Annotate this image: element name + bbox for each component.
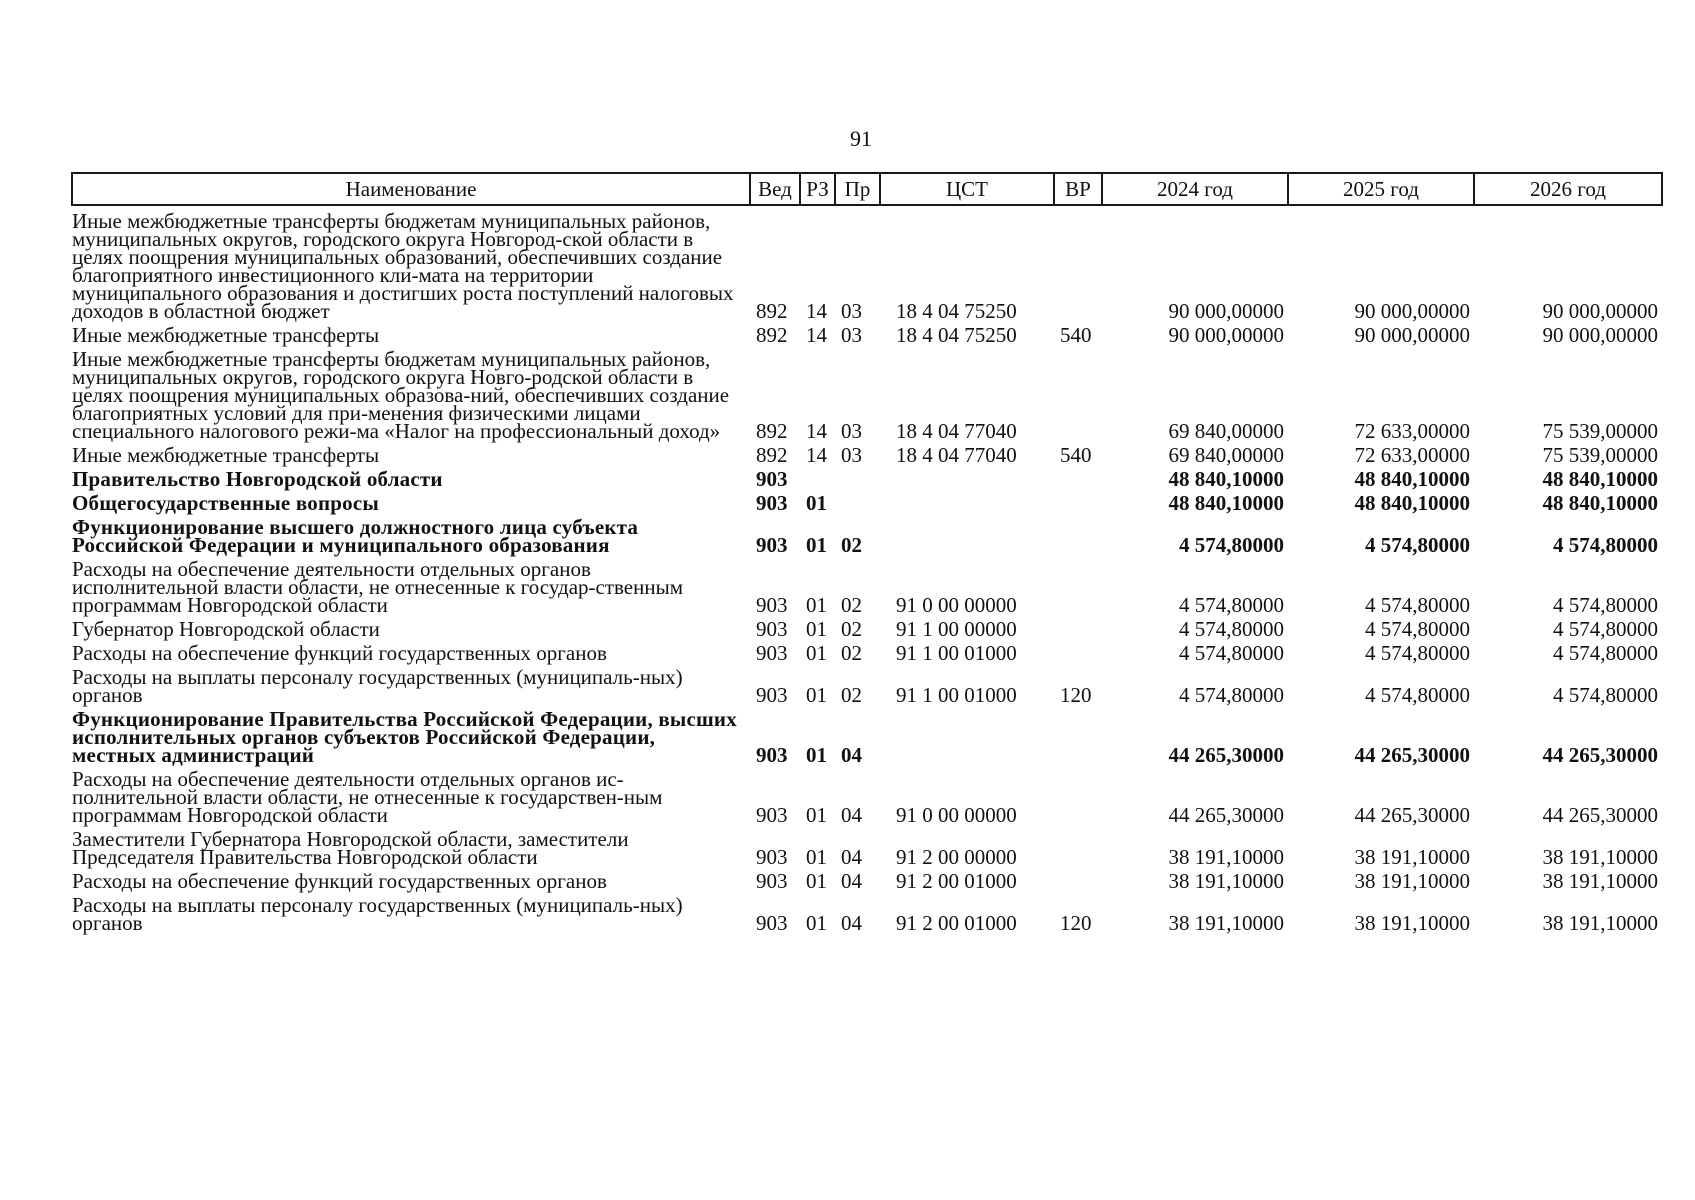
cell-2026: 4 574,80000 (1553, 593, 1658, 617)
cell-pr: 04 (841, 803, 862, 827)
cell-2026: 48 840,10000 (1542, 491, 1658, 515)
cell-ved: 903 (756, 803, 788, 827)
cell-2026: 75 539,00000 (1542, 419, 1658, 443)
cell-vr (1054, 557, 1102, 617)
cell-cst: 91 1 00 01000 (896, 683, 1017, 707)
table-row (72, 323, 1662, 347)
cell-pr: 03 (841, 299, 862, 323)
cell-ved: 903 (756, 683, 788, 707)
cell-2024: 4 574,80000 (1179, 641, 1284, 665)
cell-ved: 903 (756, 869, 788, 893)
cell-ved: 903 (756, 593, 788, 617)
cell-cst (880, 491, 1054, 515)
cell-pr (835, 467, 880, 491)
cell-vr (1054, 641, 1102, 665)
cell-2025: 48 840,10000 (1354, 467, 1470, 491)
cell-vr (1054, 707, 1102, 767)
cell-2025: 90 000,00000 (1354, 299, 1470, 323)
cell-rz: 14 (806, 299, 827, 323)
cell-name: Иные межбюджетные трансферты бюджетам муниципальных районов, муниципальных округов, городского округа Новгород-ской области в целях поощрения муниципальных образований, обеспечивших создание благоприятного инвестиционного кли-мата на территории муниципального образования и достигших роста поступлений налоговых доходов в областной бюджет (72, 209, 734, 323)
table-row (72, 467, 1662, 491)
cell-2024: 44 265,30000 (1168, 743, 1284, 767)
cell-2026: 38 191,10000 (1542, 845, 1658, 869)
cell-rz: 01 (806, 641, 827, 665)
cell-2024: 90 000,00000 (1168, 323, 1284, 347)
cell-name: Иные межбюджетные трансферты (72, 323, 380, 347)
cell-2025: 90 000,00000 (1354, 323, 1470, 347)
cell-pr (835, 491, 880, 515)
cell-2026: 48 840,10000 (1542, 467, 1658, 491)
cell-name: Функционирование Правительства Российской Федерации, высших исполнительных органов субъектов Российской Федерации, местных администраций (72, 707, 737, 767)
cell-pr: 02 (841, 593, 862, 617)
table-body (72, 205, 1662, 935)
column-header-2025: 2025 год (1288, 173, 1474, 205)
cell-pr: 04 (841, 869, 862, 893)
cell-vr: 120 (1060, 911, 1092, 935)
cell-rz: 01 (806, 617, 827, 641)
cell-pr: 02 (841, 683, 862, 707)
table-row (72, 515, 1662, 557)
cell-ved: 892 (756, 443, 788, 467)
cell-rz: 01 (806, 593, 827, 617)
cell-vr (1054, 347, 1102, 443)
cell-cst: 91 1 00 00000 (896, 617, 1017, 641)
cell-ved: 903 (756, 467, 788, 491)
cell-2025: 4 574,80000 (1365, 683, 1470, 707)
cell-pr: 04 (841, 845, 862, 869)
cell-cst (880, 707, 1054, 767)
cell-cst (880, 467, 1054, 491)
cell-2025: 4 574,80000 (1365, 533, 1470, 557)
table-row (72, 767, 1662, 827)
cell-cst: 18 4 04 77040 (896, 419, 1017, 443)
column-header-ved: Вед (750, 173, 800, 205)
cell-cst: 18 4 04 75250 (896, 323, 1017, 347)
cell-name: Расходы на обеспечение функций государственных органов (72, 641, 607, 665)
cell-ved: 903 (756, 641, 788, 665)
cell-pr: 02 (841, 641, 862, 665)
column-header-pr: Пр (835, 173, 880, 205)
table-row (72, 893, 1662, 935)
cell-2025: 38 191,10000 (1354, 869, 1470, 893)
table-row (72, 869, 1662, 893)
column-header-cst: ЦСТ (880, 173, 1054, 205)
cell-2025: 38 191,10000 (1354, 911, 1470, 935)
cell-2026: 90 000,00000 (1542, 299, 1658, 323)
cell-ved: 903 (756, 743, 788, 767)
cell-ved: 903 (756, 617, 788, 641)
cell-pr: 04 (841, 911, 862, 935)
cell-vr: 540 (1060, 443, 1092, 467)
cell-cst: 91 0 00 00000 (896, 593, 1017, 617)
cell-vr (1054, 617, 1102, 641)
cell-2024: 4 574,80000 (1179, 593, 1284, 617)
cell-cst: 91 2 00 00000 (896, 845, 1017, 869)
cell-vr (1054, 205, 1102, 323)
cell-2024: 38 191,10000 (1168, 869, 1284, 893)
cell-2026: 4 574,80000 (1553, 617, 1658, 641)
cell-2025: 38 191,10000 (1354, 845, 1470, 869)
table-row (72, 443, 1662, 467)
cell-rz: 01 (806, 845, 827, 869)
cell-name: Расходы на выплаты персоналу государственных (муниципаль-ных) органов (72, 665, 683, 707)
cell-2026: 4 574,80000 (1553, 683, 1658, 707)
cell-rz: 01 (806, 491, 827, 515)
cell-2026: 44 265,30000 (1542, 803, 1658, 827)
cell-2025: 72 633,00000 (1354, 419, 1470, 443)
table-row (72, 491, 1662, 515)
cell-pr: 03 (841, 443, 862, 467)
cell-2024: 4 574,80000 (1179, 683, 1284, 707)
cell-vr (1054, 827, 1102, 869)
cell-2024: 38 191,10000 (1168, 845, 1284, 869)
table-row (72, 347, 1662, 443)
cell-cst: 91 2 00 01000 (896, 911, 1017, 935)
cell-cst: 18 4 04 75250 (896, 299, 1017, 323)
budget-table (71, 172, 1663, 935)
cell-name: Правительство Новгородской области (72, 467, 443, 491)
cell-name: Функционирование высшего должностного лица субъекта Российской Федерации и муниципального образования (72, 515, 639, 557)
cell-name: Заместители Губернатора Новгородской области, заместители Председателя Правительства Новгородской области (72, 827, 629, 869)
table-row (72, 641, 1662, 665)
column-header-rz: РЗ (800, 173, 835, 205)
cell-ved: 903 (756, 845, 788, 869)
cell-rz: 01 (806, 911, 827, 935)
cell-ved: 892 (756, 323, 788, 347)
cell-rz: 14 (806, 323, 827, 347)
cell-name: Расходы на обеспечение функций государственных органов (72, 869, 607, 893)
table-row (72, 617, 1662, 641)
cell-2024: 4 574,80000 (1179, 533, 1284, 557)
cell-name: Расходы на выплаты персоналу государственных (муниципаль-ных) органов (72, 893, 683, 935)
cell-2026: 38 191,10000 (1542, 869, 1658, 893)
cell-2026: 4 574,80000 (1553, 641, 1658, 665)
cell-cst: 91 1 00 01000 (896, 641, 1017, 665)
cell-2026: 75 539,00000 (1542, 443, 1658, 467)
cell-rz: 01 (806, 869, 827, 893)
cell-vr (1054, 869, 1102, 893)
column-header-2024: 2024 год (1102, 173, 1288, 205)
cell-vr (1054, 467, 1102, 491)
cell-pr: 04 (841, 743, 862, 767)
cell-2025: 48 840,10000 (1354, 491, 1470, 515)
table-row (72, 665, 1662, 707)
cell-2024: 90 000,00000 (1168, 299, 1284, 323)
cell-rz: 01 (806, 683, 827, 707)
cell-cst: 91 0 00 00000 (896, 803, 1017, 827)
cell-rz (800, 467, 835, 491)
cell-vr (1054, 491, 1102, 515)
cell-name: Общегосударственные вопросы (72, 491, 379, 515)
table-row (72, 205, 1662, 323)
cell-2024: 69 840,00000 (1168, 443, 1284, 467)
cell-cst: 18 4 04 77040 (896, 443, 1017, 467)
cell-2025: 72 633,00000 (1354, 443, 1470, 467)
column-header-vr: ВР (1054, 173, 1102, 205)
cell-pr: 02 (841, 533, 862, 557)
cell-name: Иные межбюджетные трансферты (72, 443, 380, 467)
cell-vr (1054, 767, 1102, 827)
cell-ved: 903 (756, 533, 788, 557)
cell-cst: 91 2 00 01000 (896, 869, 1017, 893)
cell-2025: 44 265,30000 (1354, 743, 1470, 767)
header-row (72, 173, 1662, 205)
cell-vr: 120 (1060, 683, 1092, 707)
cell-2026: 44 265,30000 (1542, 743, 1658, 767)
cell-ved: 892 (756, 419, 788, 443)
cell-2024: 48 840,10000 (1168, 467, 1284, 491)
cell-pr: 02 (841, 617, 862, 641)
cell-2024: 69 840,00000 (1168, 419, 1284, 443)
cell-vr (1054, 515, 1102, 557)
cell-name: Иные межбюджетные трансферты бюджетам муниципальных районов, муниципальных округов, городского округа Новго-родской области в целях поощрения муниципальных образова-ний, обеспечивших создание благоприятных условий для при-менения физическими лицами специального налогового режи-ма «Налог на профессиональный доход» (72, 347, 730, 443)
cell-pr: 03 (841, 419, 862, 443)
cell-rz: 14 (806, 419, 827, 443)
cell-name: Расходы на обеспечение деятельности отдельных органов ис-полнительной власти области, не отнесенные к государствен-ным программам Новгородской области (72, 767, 663, 827)
cell-rz: 01 (806, 533, 827, 557)
table-row (72, 827, 1662, 869)
cell-cst (880, 515, 1054, 557)
cell-2026: 38 191,10000 (1542, 911, 1658, 935)
cell-ved: 903 (756, 911, 788, 935)
column-header-2026: 2026 год (1474, 173, 1662, 205)
cell-2024: 38 191,10000 (1168, 911, 1284, 935)
cell-2025: 4 574,80000 (1365, 641, 1470, 665)
page-number: 91 (850, 126, 872, 151)
cell-name: Расходы на обеспечение деятельности отдельных органов исполнительной власти области, не отнесенные к государ-ственным программам Новгородской области (72, 557, 683, 617)
cell-vr: 540 (1060, 323, 1092, 347)
cell-ved: 903 (756, 491, 788, 515)
cell-2024: 48 840,10000 (1168, 491, 1284, 515)
table-row (72, 557, 1662, 617)
cell-2024: 4 574,80000 (1179, 617, 1284, 641)
cell-rz: 01 (806, 803, 827, 827)
column-header-name: Наименование (72, 173, 750, 205)
cell-ved: 892 (756, 299, 788, 323)
cell-rz: 01 (806, 743, 827, 767)
cell-pr: 03 (841, 323, 862, 347)
cell-2025: 44 265,30000 (1354, 803, 1470, 827)
cell-2026: 90 000,00000 (1542, 323, 1658, 347)
cell-2026: 4 574,80000 (1553, 533, 1658, 557)
cell-2025: 4 574,80000 (1365, 617, 1470, 641)
table-row (72, 707, 1662, 767)
cell-2025: 4 574,80000 (1365, 593, 1470, 617)
cell-name: Губернатор Новгородской области (72, 617, 380, 641)
cell-2024: 44 265,30000 (1168, 803, 1284, 827)
cell-rz: 14 (806, 443, 827, 467)
table-header (72, 173, 1662, 205)
